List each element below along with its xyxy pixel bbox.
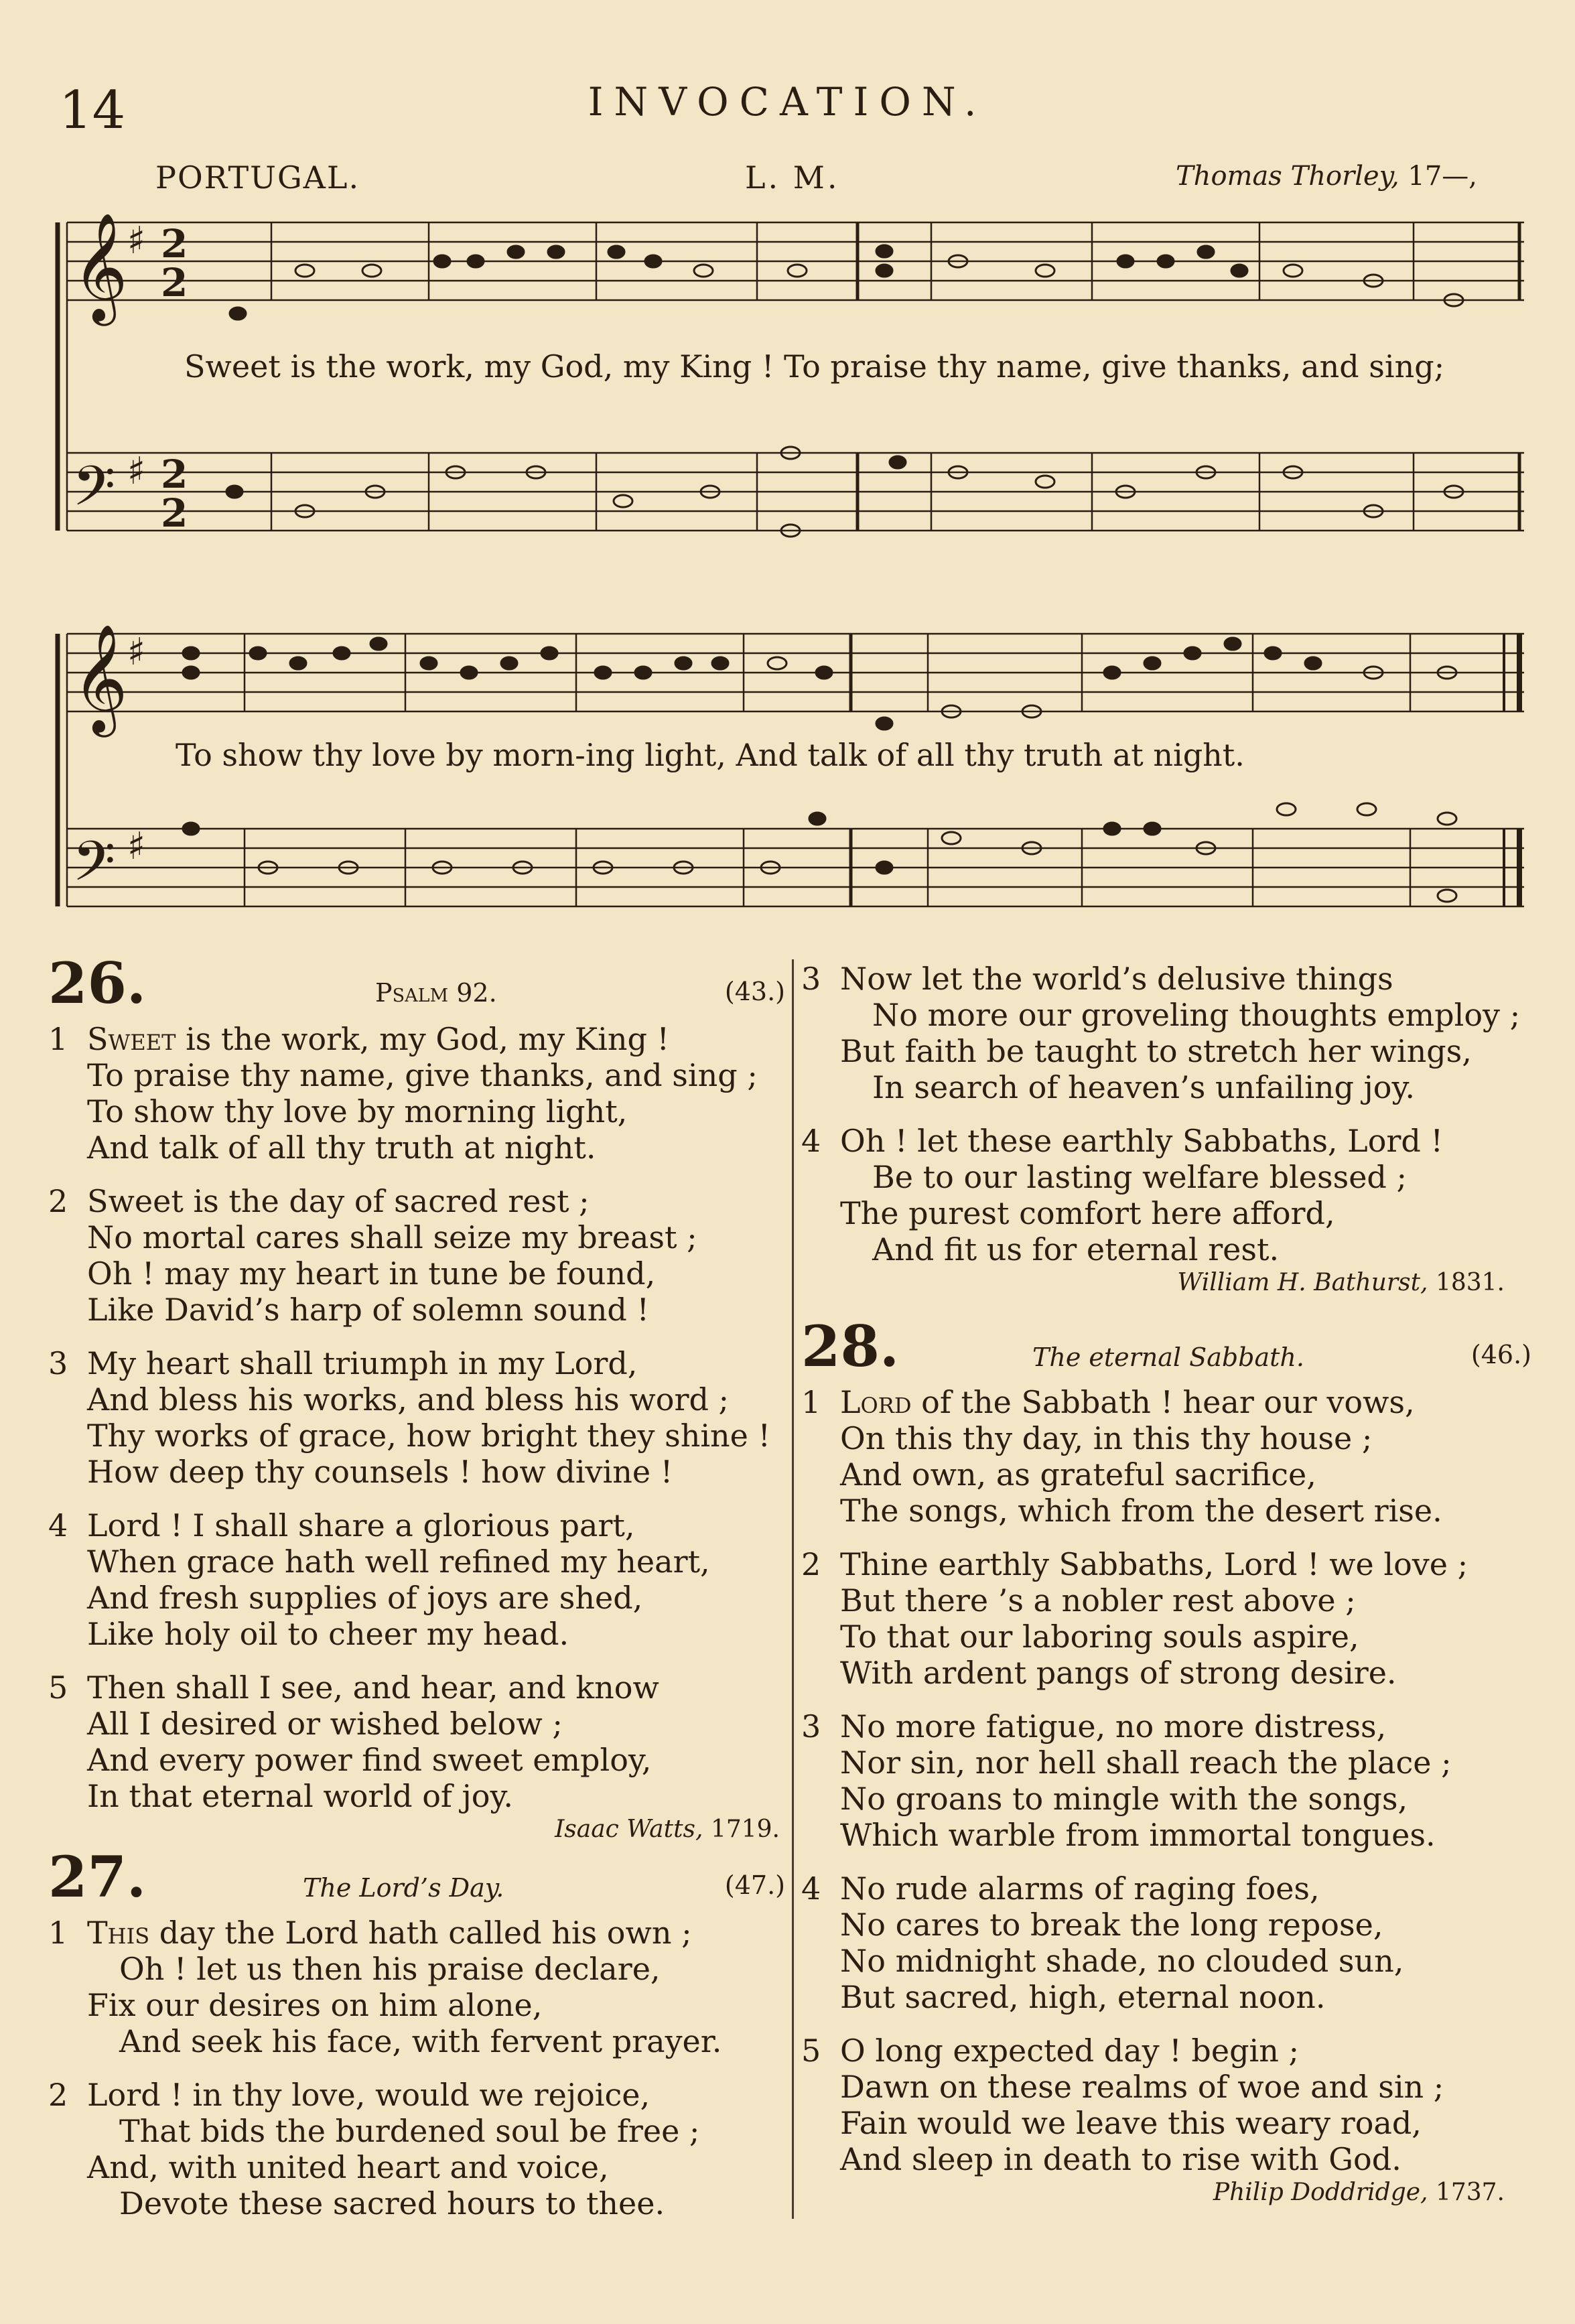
svg-text:♯: ♯ xyxy=(127,825,146,868)
verse: 3 No more fatigue, no more distress, Nor sin, nor hell shall reach the place ; No groans to mingle with the songs, Which warble from immortal tongues. xyxy=(801,1708,1452,1853)
hymn-number: 26. xyxy=(48,950,147,1016)
page-number: 14 xyxy=(59,80,126,141)
bass-clef-icon: 𝄢 xyxy=(72,454,116,532)
svg-text:2: 2 xyxy=(161,221,188,267)
staff-system1-treble xyxy=(67,222,1524,300)
tune-meter: L. M. xyxy=(745,159,840,196)
hymn-number: 27. xyxy=(48,1844,147,1910)
hymn-26 xyxy=(48,950,785,1843)
hymn-title: Psalm 92. xyxy=(375,978,497,1008)
tune-lyric-line-2: To show thy love by morn-ing light, And talk of all thy truth at night. xyxy=(176,737,1245,773)
hymn-title: The eternal Sabbath. xyxy=(1032,1343,1304,1372)
verse: 4 Oh ! let these earthly Sabbaths, Lord ! Be to our lasting welfare blessed ; The purest comfort here afford, And fit us for eternal rest. xyxy=(801,1123,1443,1268)
verse: 5 Then shall I see, and hear, and know All I desired or wished below ; And every power find sweet employ, In that eternal world of joy. xyxy=(48,1669,659,1814)
bass-clef-icon: 𝄢 xyxy=(72,829,116,907)
verse: 3 Now let the world’s delusive things No more our groveling thoughts employ ; But faith be taught to stretch her wings, In search of heaven’s unfailing joy. xyxy=(801,961,1521,1105)
treble-clef-icon: 𝄞 xyxy=(72,624,128,733)
hymn-author: William H. Bathurst, 1831. xyxy=(1177,1269,1505,1296)
verse: 4 Lord ! I shall share a glorious part, When grace hath well refined my heart, And fresh supplies of joys are shed, Like holy oil to cheer my head. xyxy=(48,1507,710,1652)
music-score xyxy=(0,0,1575,925)
section-title: INVOCATION. xyxy=(588,79,987,125)
tune-lyric-line-1: Sweet is the work, my God, my King ! To praise thy name, give thanks, and sing; xyxy=(184,348,1445,385)
verse: 3 My heart shall triumph in my Lord, And bless his works, and bless his word ; Thy works of grace, how bright they shine ! How deep thy counsels ! how divine ! xyxy=(48,1345,770,1490)
hymn-title: The Lord’s Day. xyxy=(303,1873,504,1903)
hymn-27 xyxy=(48,1844,785,2222)
staff-system2-bass xyxy=(67,829,1524,906)
hymn-ref: (47.) xyxy=(724,1870,785,1900)
composer-date: 17—, xyxy=(1408,161,1477,192)
svg-text:2: 2 xyxy=(161,260,188,305)
svg-text:♯: ♯ xyxy=(127,630,146,674)
hymn-author: Philip Doddridge, 1737. xyxy=(1213,2179,1505,2206)
verse: 4 No rude alarms of raging foes, No cares to break the long repose, No midnight shade, no clouded sun, But sacred, high, eternal noon. xyxy=(801,1870,1404,2015)
svg-text:♯: ♯ xyxy=(127,219,146,263)
svg-text:2: 2 xyxy=(161,452,188,497)
hymn-author: Isaac Watts, 1719. xyxy=(555,1816,780,1843)
hymn-27-continued xyxy=(801,961,1545,1296)
treble-clef-icon: 𝄞 xyxy=(72,212,128,322)
hymn-number: 28. xyxy=(801,1313,900,1379)
hymn-ref: (46.) xyxy=(1470,1340,1531,1369)
verse: 1 This day the Lord hath called his own ; Oh ! let us then his praise declare, Fix our desires on him alone, And seek his face, with fervent prayer. xyxy=(48,1915,722,2059)
verse: 2 Lord ! in thy love, would we rejoice, That bids the burdened soul be free ; And, with united heart and voice, Devote these sacred hours to thee. xyxy=(48,2077,700,2222)
column-divider xyxy=(792,959,794,2219)
staff-system1-bass xyxy=(67,453,1524,531)
verse: 2 Thine earthly Sabbaths, Lord ! we love ; But there ’s a nobler rest above ; To that our laboring souls aspire, With ardent pangs of strong desire. xyxy=(801,1546,1468,1691)
svg-text:♯: ♯ xyxy=(127,450,146,493)
svg-text:2: 2 xyxy=(161,490,188,536)
composer-name: Thomas Thorley, xyxy=(1176,161,1399,192)
tune-name: PORTUGAL. xyxy=(155,159,360,196)
staff-system2-treble xyxy=(67,634,1524,711)
verse: 5 O long expected day ! begin ; Dawn on these realms of woe and sin ; Fain would we leave this weary road, And sleep in death to rise with God. xyxy=(801,2033,1444,2177)
verse: 1 Lord of the Sabbath ! hear our vows, On this thy day, in this thy house ; And own, as grateful sacrifice, The songs, which from the desert rise. xyxy=(801,1384,1442,1529)
verse: 2 Sweet is the day of sacred rest ; No mortal cares shall seize my breast ; Oh ! may my heart in tune be found, Like David’s harp of solemn sound ! xyxy=(48,1183,697,1328)
hymn-ref: (43.) xyxy=(724,977,785,1006)
verse: 1 Sweet is the work, my God, my King ! To praise thy name, give thanks, and sing ; To show thy love by morning light, And talk of all thy truth at night. xyxy=(48,1021,758,1166)
hymn-28 xyxy=(801,1313,1545,2206)
